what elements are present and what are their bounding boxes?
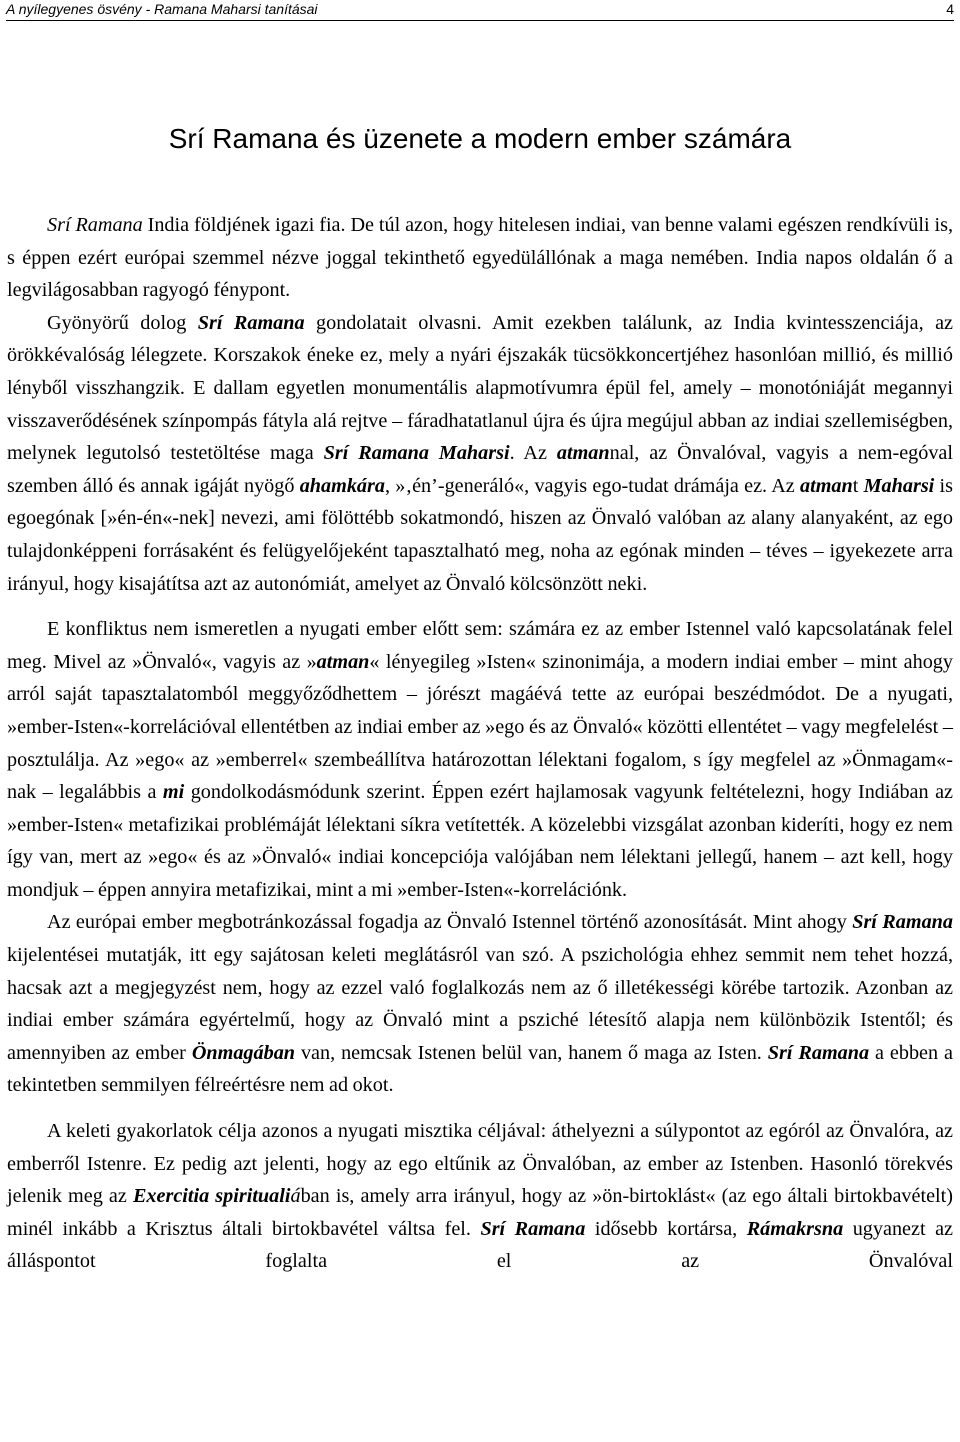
chapter-title: Srí Ramana és üzenete a modern ember számára bbox=[168, 123, 792, 154]
emphasis: Srí Ramana Maharsi bbox=[323, 442, 510, 465]
text-run: . Az bbox=[509, 442, 557, 465]
text-run: , »‚én’-generáló«, vagyis ego-tudat drámája ez. Az bbox=[384, 474, 801, 497]
emphasis: Rámakrsna bbox=[746, 1217, 844, 1240]
emphasis: Srí Ramana bbox=[852, 911, 953, 934]
page-header bbox=[6, 0, 954, 21]
emphasis: ahamkára bbox=[299, 474, 385, 497]
text-run: Az európai ember megbotránkozással fogadja az Önvaló Istennel történő azonosítását. Mint ahogy bbox=[47, 911, 853, 934]
text-run: van, nemcsak Istenen belül van, hanem ő maga az Isten. bbox=[295, 1041, 768, 1064]
paragraph bbox=[7, 307, 953, 600]
paragraph bbox=[7, 1115, 953, 1278]
text-run: nal, az Önvalóval, vagyis a nem-egóval szemben álló és annak igáját nyögő bbox=[7, 442, 953, 497]
text-run: India földjének igazi fia. De túl azon, hogy hitelesen indiai, van benne valami egészen rendkívüli is, s éppen ezért európai szemmel nézve joggal tekinthető egyedülállónak a maga nemében. India napos oldalán ő a legvilágosabban ragyogó fénypont. bbox=[7, 214, 954, 302]
text-run: kijelentései mutatják, itt egy sajátosan keleti meglátásról van szó. A pszichológia ehhez semmit nem tehet hozzá, hacsak azt a megjegyzést nem, hogy az ezzel való foglalkozás nem az ő illetékességi körébe tartozik. Azonban az indiai ember számára egyértelmű, hogy az Önvaló mint a psziché létesítő alapja nem különbözik Istentől; és amennyiben az ember bbox=[7, 944, 953, 1064]
emphasis: Srí Ramana bbox=[47, 214, 143, 236]
emphasis: Exercitia spirituali bbox=[132, 1185, 291, 1208]
emphasis: Srí Ramana bbox=[767, 1041, 870, 1064]
emphasis: atman bbox=[316, 650, 370, 673]
header-title: A nyílegyenes ösvény - Ramana Maharsi tanításai bbox=[6, 1, 318, 17]
text-run: A keleti gyakorlatok célja azonos a nyugati misztika céljával: áthelyezni a súlypontot az egóról az Önvalóra, az emberről Istenre. Ez pedig azt jelenti, hogy az ego eltűnik az Önvalóban, az ember az Istenben. Hasonló törekvés jelenik meg az bbox=[7, 1120, 953, 1208]
text-run: gondolkodásmódunk szerint. Éppen ezért hajlamosak vagyunk feltételezni, hogy Indiában az »ember-Isten« metafizikai problémáját lélektani síkra vetítették. A közelebbi vizsgálat azonban kideríti, hogy ez nem így van, mert az »ego« és az »Önvaló« indiai koncepciója valójában nem lélektani jellegű, hanem – azt kell, hogy mondjuk – éppen annyira metafizikai, mint a mi »ember-Isten«-korrelációnk. bbox=[7, 781, 953, 901]
text-run: a ebben a tekintetben semmilyen félreértésre nem ad okot. bbox=[7, 1041, 953, 1097]
text-run: ban is, amely arra irányul, hogy az »ön-birtoklást« (az ego általi birtokbavételt) minél inkább a Krisztus általi birtokbavétel váltsa fel. bbox=[7, 1185, 953, 1240]
emphasis: Srí Ramana bbox=[197, 311, 305, 334]
emphasis: atman bbox=[556, 442, 610, 465]
text-run: ugyanezt az álláspontot foglalta el az Önvalóval bbox=[7, 1217, 953, 1273]
emphasis: Önmagában bbox=[191, 1041, 296, 1064]
text-run: « lényegileg »Isten« szinonimája, a modern indiai ember – mint ahogy arról saját tapasztalatomból meggyőződhettem – jórészt magáévá tette az európai beszédmódot. De a nyugati, »ember-Isten«-korrelációval ellentétben az indiai ember az »ego és az Önvaló« közötti ellentétet – vagy megfelelést – posztulálja. Az »ego« az »emberrel« szembeállítva határozottan lélektani fogalom, s így megfelel az »Önmagam«-nak – legalábbis a bbox=[7, 650, 953, 804]
emphasis: mi bbox=[162, 781, 185, 804]
text-run: idősebb kortársa, bbox=[585, 1217, 747, 1240]
text-run: t bbox=[852, 474, 864, 497]
text-run: Gyönyörű dolog bbox=[47, 311, 198, 334]
emphasis: Srí Ramana bbox=[480, 1217, 586, 1240]
page-number: 4 bbox=[946, 1, 954, 17]
text-run: E konfliktus nem ismeretlen a nyugati ember előtt sem: számára ez az ember Istennel való kapcsolatának felel meg. Mivel az »Önvaló«, vagyis az » bbox=[7, 618, 953, 673]
paragraph bbox=[7, 906, 953, 1102]
text-run: is egoegónak [»én-én«-nek] nevezi, ami fölöttébb sokatmondó, hiszen az Önvaló valóban az alany alanyaként, az ego tulajdonképpeni forrásaként és felügyelőjeként tapasztalható meg, noha az egónak minden – téves – igyekezete arra irányul, hogy kisajátítsa azt az autonómiát, amelyet az Önvaló kölcsönzött neki. bbox=[7, 474, 954, 595]
paragraph bbox=[7, 613, 953, 906]
emphasis: Maharsi bbox=[863, 474, 935, 497]
paragraph bbox=[7, 209, 953, 307]
emphasis: atman bbox=[800, 474, 853, 497]
emphasis: á bbox=[290, 1185, 301, 1208]
text-run: gondolatait olvasni. Amit ezekben találunk, az India kvintesszenciája, az örökkévalóság lélegzete. Korszakok éneke ez, mely a nyári éjszakák tücsökkoncertjéhez hasonlóan millió, és millió lényből visszhangzik. E dallam egyetlen monumentális alapmotívumra épül fel, amely – monotóniáját megannyi visszaverődésének színpompás fátyla alá rejtve – fáradhatatlanul újra és újra megújul abban az indiai szellemiségben, melynek legutolsó testetöltése maga bbox=[7, 311, 954, 465]
body-text bbox=[7, 209, 953, 1278]
